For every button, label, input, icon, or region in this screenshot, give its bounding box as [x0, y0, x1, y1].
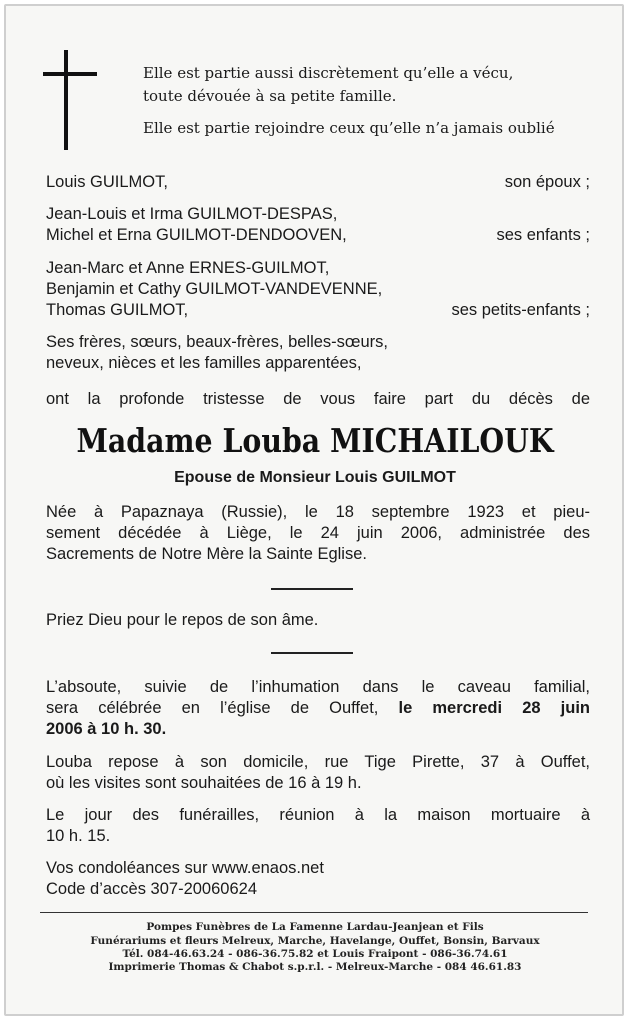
grandchildren-line-1: Jean-Marc et Anne ERNES-GUILMOT, [46, 259, 330, 277]
others-line-2: neveux, nièces et les familles apparentées, [46, 354, 362, 372]
grandchildren-role: ses petits-enfants ; [451, 301, 590, 319]
cross-icon-bar [43, 72, 97, 76]
visit-line-1: Louba repose à son domicile, rue Tige Pirette, 37 à Ouffet, [46, 753, 590, 771]
birth-line-3: Sacrements de Notre Mère la Sainte Eglise. [46, 545, 367, 563]
footer-divider [40, 912, 588, 913]
family-spouse [46, 171, 590, 193]
ceremony-line-3 [46, 718, 590, 740]
ceremony-date: le mercredi 28 juin [398, 699, 590, 717]
prayer-text: Priez Dieu pour le repos de son âme. [46, 611, 319, 629]
announcement-text: ont la profonde tristesse de vous faire part du décès de [46, 390, 590, 408]
meeting-line-1: Le jour des funérailles, réunion à la maison mortuaire à [46, 806, 590, 824]
children-line-1: Jean-Louis et Irma GUILMOT-DESPAS, [46, 205, 338, 223]
grandchildren-line-2: Benjamin et Cathy GUILMOT-VANDEVENNE, [46, 280, 383, 298]
spouse-role: son époux ; [504, 173, 590, 191]
poem-line-1: Elle est partie aussi discrètement qu’elle a vécu, [143, 64, 514, 82]
birth-line-2: sement décédée à Liège, le 24 juin 2006, administrée des [46, 524, 590, 542]
divider-1 [271, 588, 353, 590]
ceremony-line-2 [46, 697, 590, 719]
others-line-1: Ses frères, sœurs, beaux-frères, belles-sœurs, [46, 333, 389, 351]
poem-line-3: Elle est partie rejoindre ceux qu’elle n’a jamais oublié [143, 119, 555, 137]
footer-line-3: Tél. 084-46.63.24 - 086-36.75.82 et Louis Fraipont - 086-36.74.61 [122, 948, 508, 960]
deceased-spouse: Epouse de Monsieur Louis GUILMOT [174, 469, 456, 486]
children-role: ses enfants ; [496, 226, 590, 244]
condolences-line-1: Vos condoléances sur www.enaos.net [46, 859, 324, 877]
children-line-2 [46, 224, 590, 246]
birth-line-1: Née à Papaznaya (Russie), le 18 septembre 1923 et pieu- [46, 503, 590, 521]
access-code-line: Code d’accès 307-20060624 [46, 880, 257, 898]
ceremony-line-2-text: sera célébrée en l’église de Ouffet, [46, 699, 399, 717]
footer-line-1: Pompes Funèbres de La Famenne Lardau-Jeanjean et Fils [146, 921, 484, 933]
footer-line-2: Funérariums et fleurs Melreux, Marche, Havelange, Ouffet, Bonsin, Barvaux [90, 935, 540, 947]
ceremony-line-1: L’absoute, suivie de l’inhumation dans le caveau familial, [46, 678, 590, 696]
poem-line-2: toute dévouée à sa petite famille. [143, 87, 397, 105]
cross-icon [64, 50, 68, 150]
footer-line-4: Imprimerie Thomas & Chabot s.p.r.l. - Melreux-Marche - 084 46.61.83 [108, 961, 522, 973]
visit-line-2: où les visites sont souhaitées de 16 à 19 h. [46, 774, 362, 792]
spouse-name: Louis GUILMOT, [46, 173, 168, 191]
children-name-2: Michel et Erna GUILMOT-DENDOOVEN, [46, 226, 347, 244]
ceremony-time: 2006 à 10 h. 30. [46, 720, 167, 738]
deceased-name: Madame Louba MICHAILOUK [76, 421, 554, 460]
grandchildren-name-3: Thomas GUILMOT, [46, 301, 189, 319]
divider-2 [271, 652, 353, 654]
grandchildren-line-3 [46, 299, 590, 321]
meeting-line-2: 10 h. 15. [46, 827, 111, 845]
